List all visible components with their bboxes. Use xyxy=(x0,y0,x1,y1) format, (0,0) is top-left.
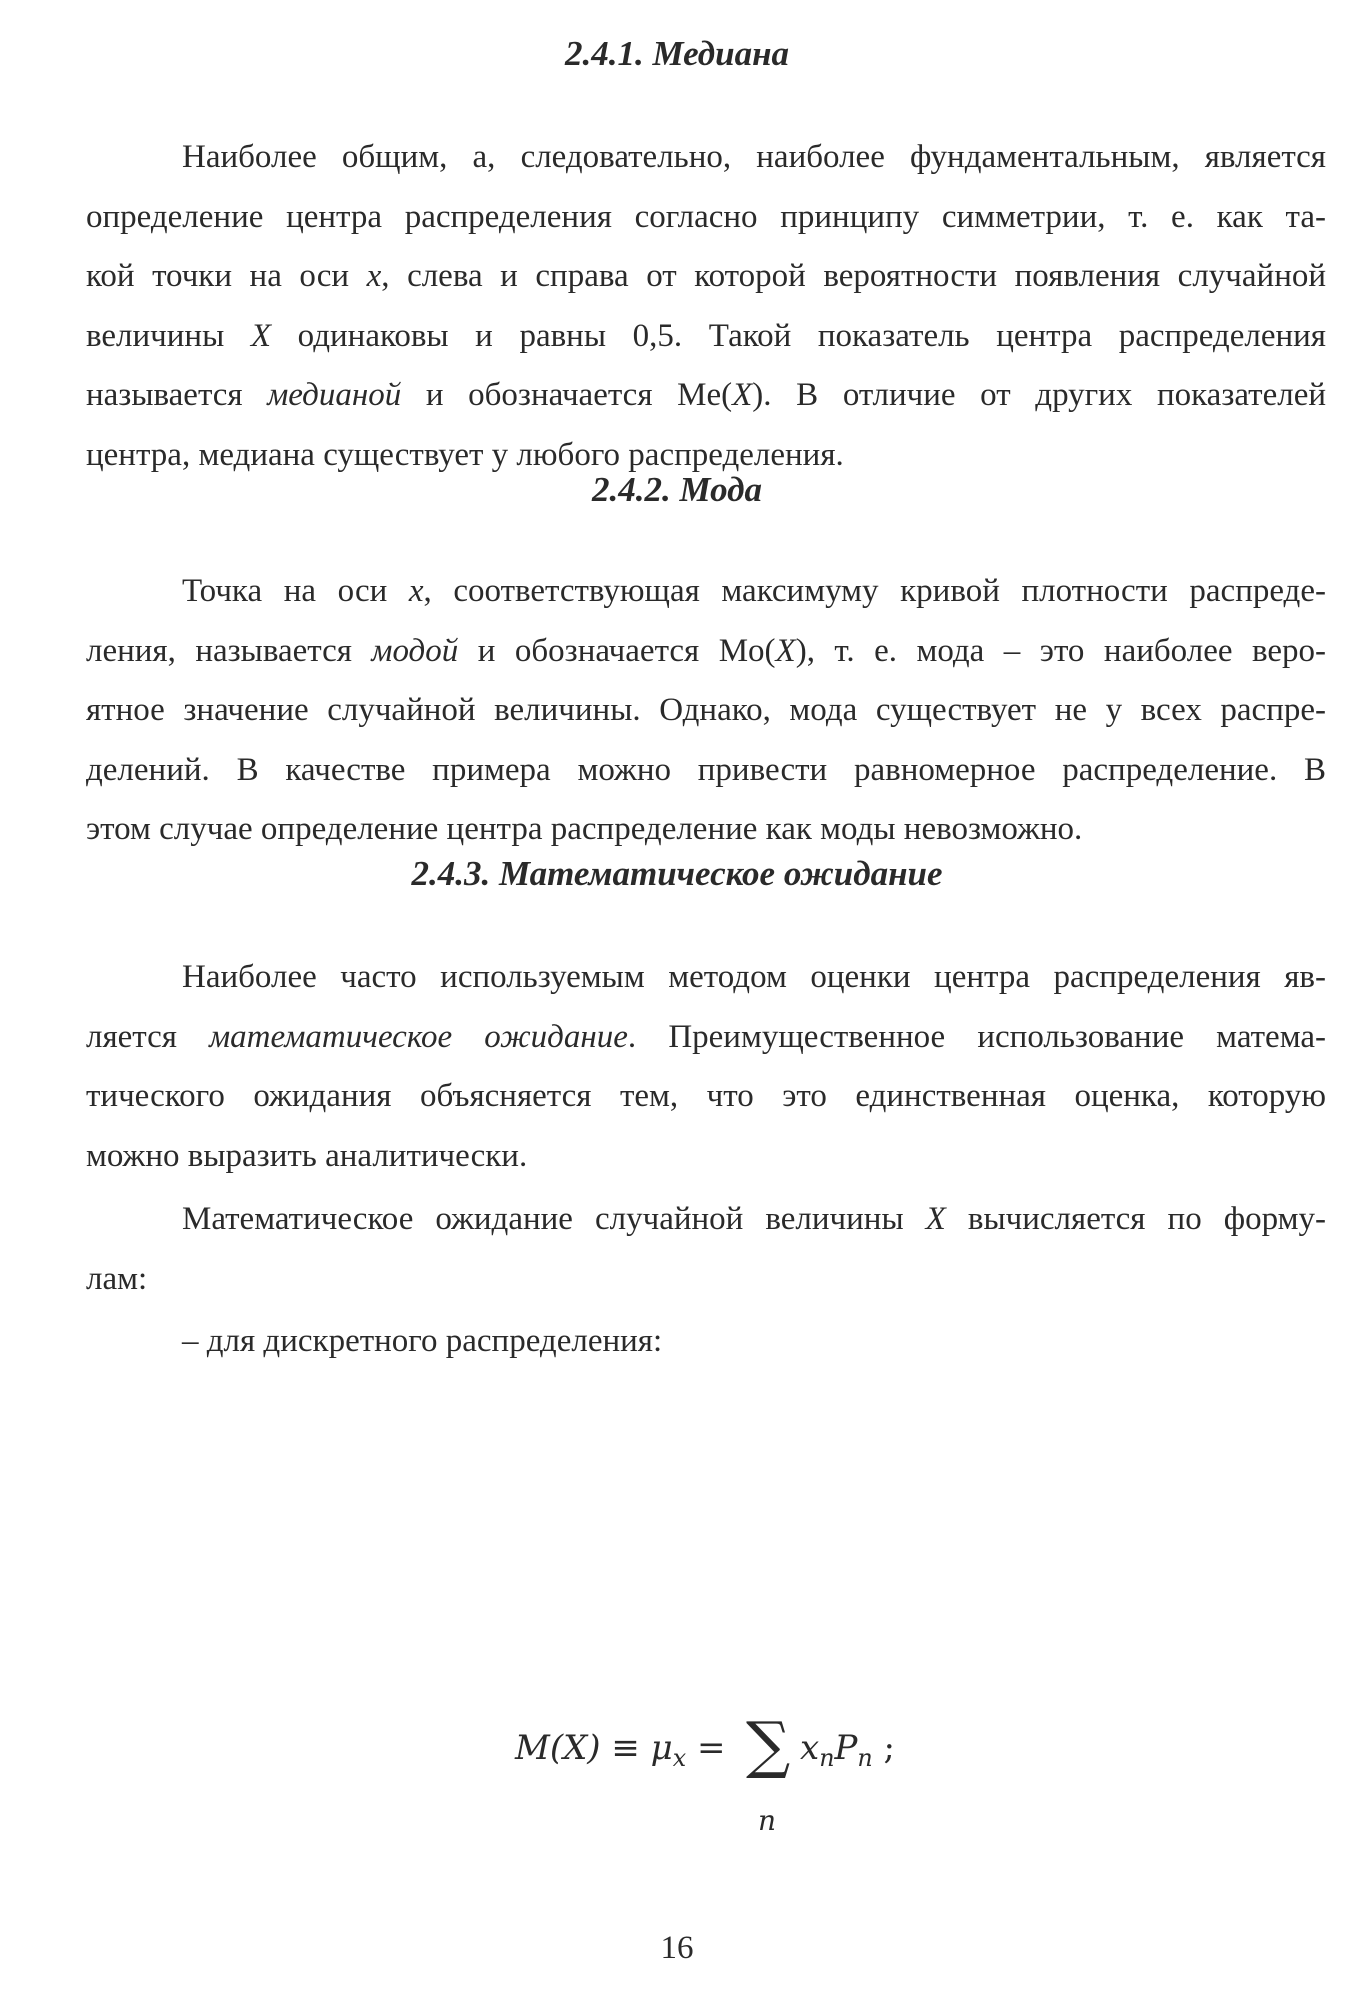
sum-index: n xyxy=(758,1804,777,1837)
text-line: ления, называется модой и обозначается Mo(X), т. е. мода – это наиболее веро- xyxy=(86,632,1326,669)
text-line: Наиболее общим, а, следовательно, наиболее фундаментальным, является xyxy=(182,139,1326,175)
sum-symbol: ∑ xyxy=(746,1708,791,1781)
text-line: – для дискретного распределения: xyxy=(182,1323,663,1359)
text-line: определение центра распределения согласно принципу симметрии, т. е. как та- xyxy=(86,198,1326,235)
term-expectation: математическое ожидание xyxy=(209,1018,628,1055)
paragraph-discrete xyxy=(86,1312,1326,1372)
text-line: ляется математическое ожидание. Преимущественное использование матема- xyxy=(86,1018,1326,1055)
text-line: Математическое ожидание случайной величины X вычисляется по форму- xyxy=(182,1201,1326,1237)
text-line: делений. В качестве примера можно привести равномерное распределение. В xyxy=(86,751,1326,788)
formula-expectation-discrete xyxy=(0,1710,1354,1850)
text-line: Точка на оси x, соответствующая максимуму кривой плотности распреде- xyxy=(182,573,1326,609)
text-line: тического ожидания объясняется тем, что это единственная оценка, которую xyxy=(86,1078,1326,1114)
heading-mode: 2.4.2. Мода xyxy=(591,470,763,509)
text-line: кой точки на оси x, слева и справа от которой вероятности появления случайной xyxy=(86,258,1327,294)
text-line: называется медианой и обозначается Me(X). В отличие от других показателей xyxy=(86,377,1326,413)
text-line: величины X одинаковы и равны 0,5. Такой показатель центра распределения xyxy=(86,317,1326,354)
text-line: Наиболее часто используемым методом оценки центра распределения яв- xyxy=(182,959,1326,995)
paragraph-expectation xyxy=(86,948,1326,1186)
text-line: можно выразить аналитически. xyxy=(86,1137,528,1174)
text-line: этом случае определение центра распределение как моды невозможно. xyxy=(86,811,1083,847)
heading-median: 2.4.1. Медиана xyxy=(564,34,790,73)
text-line: лам: xyxy=(86,1260,148,1297)
paragraph-mode xyxy=(86,562,1326,860)
term-mode: модой xyxy=(371,632,459,669)
paragraph-median xyxy=(86,128,1326,485)
heading-expectation: 2.4.3. Математическое ожидание xyxy=(411,854,943,893)
term-median: медианой xyxy=(267,377,402,413)
formula-lhs: $M(X) \equiv \mu_x$ = xyxy=(515,1728,726,1773)
paragraph-formula-intro xyxy=(86,1190,1326,1309)
page-number: 16 xyxy=(660,1930,694,1966)
text-line: ятное значение случайной величины. Однако, мода существует не у всех распре- xyxy=(86,692,1326,728)
formula-rhs: $x_nP_n$ ; xyxy=(800,1728,895,1773)
text-line: центра, медиана существует у любого распределения. xyxy=(86,436,844,473)
